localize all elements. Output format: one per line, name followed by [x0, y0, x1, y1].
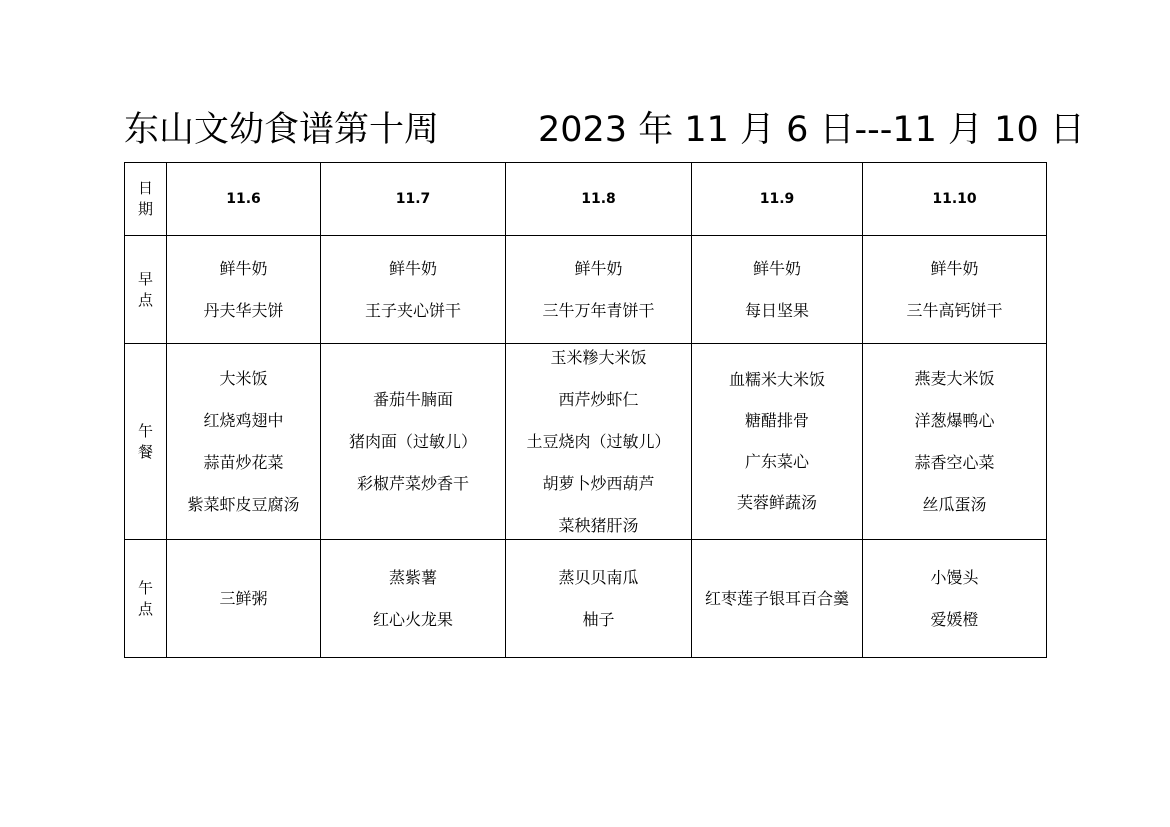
row-label-lunch: 午 餐: [125, 344, 167, 540]
menu-cell: [321, 236, 506, 344]
menu-item: 红心火龙果: [372, 609, 453, 629]
menu-cell: [863, 344, 1047, 540]
menu-item: 血糯米大米饭: [728, 370, 825, 389]
row-lunch: [125, 344, 1047, 540]
menu-item: 三牛高钙饼干: [906, 300, 1003, 320]
menu-item: 红烧鸡翅中: [203, 410, 284, 430]
date-cell: 11.10: [863, 163, 1047, 236]
menu-cell: [692, 344, 863, 540]
menu-item: 猪肉面（过敏儿）: [348, 431, 477, 451]
menu-item: 鲜牛奶: [219, 258, 268, 278]
row-afternoon-snack: [125, 540, 1047, 658]
menu-item: 红枣莲子银耳百合羹: [704, 588, 849, 608]
menu-cell: [167, 540, 321, 658]
menu-item: 丹夫华夫饼: [203, 300, 284, 320]
menu-item: 蒸贝贝南瓜: [558, 567, 639, 587]
title-school-week: 东山文幼食谱第十周: [124, 110, 440, 150]
menu-item: 土豆烧肉（过敏儿）: [526, 431, 671, 451]
title-date-range: 2023 年 11 月 6 日---11 月 10 日: [538, 110, 1085, 150]
menu-item: 广东菜心: [744, 452, 809, 471]
menu-cell: [167, 236, 321, 344]
menu-item: 三鲜粥: [219, 588, 268, 608]
menu-item: 彩椒芹菜炒香干: [356, 473, 469, 493]
menu-cell: [321, 344, 506, 540]
page-title: [124, 108, 1085, 152]
menu-item: 鲜牛奶: [752, 258, 801, 278]
menu-item: 西芹炒虾仁: [558, 389, 639, 409]
menu-item: 番茄牛腩面: [372, 389, 453, 409]
menu-cell: [506, 540, 692, 658]
menu-cell: [167, 344, 321, 540]
row-label-date: 日 期: [125, 163, 167, 236]
row-morning-snack: [125, 236, 1047, 344]
menu-item: 鲜牛奶: [574, 258, 623, 278]
menu-item: 紫菜虾皮豆腐汤: [187, 494, 300, 514]
menu-item: 大米饭: [219, 368, 268, 388]
menu-item: 小馒头: [930, 567, 979, 587]
menu-cell: [506, 236, 692, 344]
menu-cell: [692, 540, 863, 658]
row-label-afternoon: 午 点: [125, 540, 167, 658]
menu-item: 爱媛橙: [930, 609, 979, 629]
row-label-morning: 早 点: [125, 236, 167, 344]
menu-item: 柚子: [582, 609, 615, 629]
date-cell: 11.6: [167, 163, 321, 236]
menu-cell: [692, 236, 863, 344]
menu-item: 蒜香空心菜: [914, 452, 995, 472]
row-date: [125, 163, 1047, 236]
menu-item: 鲜牛奶: [930, 258, 979, 278]
menu-item: 蒸紫薯: [388, 567, 437, 587]
menu-item: 三牛万年青饼干: [542, 300, 655, 320]
menu-item: 丝瓜蛋汤: [922, 494, 987, 514]
menu-item: 玉米糁大米饭: [550, 347, 647, 367]
menu-cell: [863, 236, 1047, 344]
menu-item: 燕麦大米饭: [914, 368, 995, 388]
menu-item: 菜秧猪肝汤: [558, 515, 639, 535]
date-cell: 11.9: [692, 163, 863, 236]
menu-item: 每日坚果: [744, 300, 809, 320]
menu-item: 王子夹心饼干: [364, 300, 461, 320]
date-cell: 11.7: [321, 163, 506, 236]
menu-item: 糖醋排骨: [744, 411, 809, 430]
menu-item: 鲜牛奶: [388, 258, 437, 278]
menu-item: 蒜苗炒花菜: [203, 452, 284, 472]
date-cell: 11.8: [506, 163, 692, 236]
menu-item: 洋葱爆鸭心: [914, 410, 995, 430]
menu-table: [124, 162, 1047, 658]
menu-cell: [863, 540, 1047, 658]
menu-item: 芙蓉鲜蔬汤: [736, 493, 817, 512]
menu-cell: [506, 344, 692, 540]
menu-item: 胡萝卜炒西葫芦: [542, 473, 655, 493]
menu-cell: [321, 540, 506, 658]
